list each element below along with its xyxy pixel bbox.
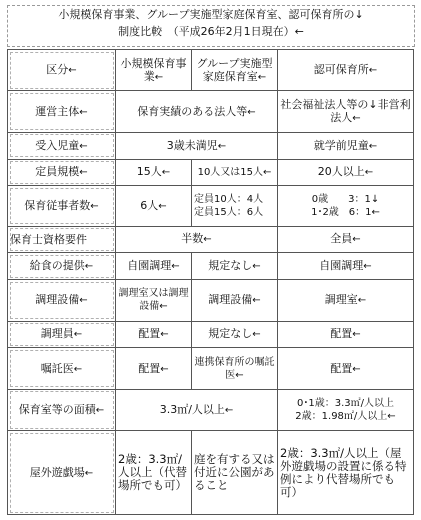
cell-meals-group: 規定なし← (192, 253, 278, 280)
cell-meals-small: 自園調理← (116, 253, 192, 280)
header-group: グループ実施型家庭保育室← (192, 50, 278, 91)
cell-outdoor-licensed: 2歳：3.3㎡/人以上（屋外遊戯場の設置に係る特例により代替場所でも可） (278, 431, 414, 515)
cell-children-licensed: 就学前児童← (278, 132, 414, 159)
row-label-outdoor: 屋外遊戯場← (8, 431, 116, 515)
row-label-operator: 運営主体← (8, 91, 116, 132)
cell-capacity-licensed: 20人以上← (278, 159, 414, 186)
cell-kitchen-small: 調理室又は調理設備← (116, 280, 192, 321)
document-page (3, 2, 417, 516)
header-small: 小規模保育事業← (116, 50, 192, 91)
row-label-kitchen: 調理設備← (8, 280, 116, 321)
cell-area-merged: 3.3㎡/人以上← (116, 389, 278, 430)
cell-outdoor-group: 庭を有する又は付近に公園があること (192, 431, 278, 515)
header-licensed: 認可保育所← (278, 50, 414, 91)
cell-doctor-licensed: 配置← (278, 348, 414, 389)
row-label-qualification: 保育士資格要件 (8, 226, 116, 253)
cell-outdoor-small: 2歳：3.3㎡/人以上（代替場所でも可） (116, 431, 192, 515)
table-row (8, 321, 414, 348)
cell-qualification-merged: 半数← (116, 226, 278, 253)
cell-capacity-group: 10人又は15人← (192, 159, 278, 186)
row-label-capacity: 定員規模← (8, 159, 116, 186)
cell-meals-licensed: 自園調理← (278, 253, 414, 280)
cell-staff-group: 定員10人：4人 定員15人：6人 (192, 186, 278, 226)
table-row (8, 348, 414, 389)
title-line-1: 小規模保育事業、グループ実施型家庭保育室、認可保育所の↓ (58, 8, 364, 21)
cell-staff-small: 6人← (116, 186, 192, 226)
table-row (8, 226, 414, 253)
cell-children-merged: 3歳未満児← (116, 132, 278, 159)
table-row (8, 253, 414, 280)
table-row (8, 91, 414, 132)
cell-staff-licensed: 0歳 3：1↓ 1･2歳 6：1← (278, 186, 414, 226)
table-row (8, 132, 414, 159)
table-row (8, 159, 414, 186)
title-line-2: 制度比較 （平成26年2月1日現在）← (118, 25, 304, 38)
cell-qualification-licensed: 全員← (278, 226, 414, 253)
cell-area-licensed: 0･1歳：3.3㎡/人以上 2歳：1.98㎡/人以上← (278, 389, 414, 430)
cell-operator-merged: 保育実績のある法人等← (116, 91, 278, 132)
cell-doctor-group: 連携保育所の嘱託医← (192, 348, 278, 389)
table-row (8, 280, 414, 321)
cell-capacity-small: 15人← (116, 159, 192, 186)
comparison-table (7, 49, 414, 515)
row-label-staff: 保育従事者数← (8, 186, 116, 226)
table-row (8, 186, 414, 226)
cell-kitchen-licensed: 調理室← (278, 280, 414, 321)
cell-cook-small: 配置← (116, 321, 192, 348)
cell-operator-licensed: 社会福祉法人等の↓非営利法人← (278, 91, 414, 132)
cell-kitchen-group: 調理設備← (192, 280, 278, 321)
cell-cook-group: 規定なし← (192, 321, 278, 348)
row-label-doctor: 嘱託医← (8, 348, 116, 389)
row-label-cook: 調理員← (8, 321, 116, 348)
document-title (7, 5, 415, 47)
cell-doctor-small: 配置← (116, 348, 192, 389)
table-row (8, 431, 414, 515)
cell-cook-licensed: 配置← (278, 321, 414, 348)
row-label-meals: 給食の提供← (8, 253, 116, 280)
row-label-area: 保育室等の面積← (8, 389, 116, 430)
table-header-row (8, 50, 414, 91)
table-row (8, 389, 414, 430)
row-label-children: 受入児童← (8, 132, 116, 159)
header-category: 区分← (8, 50, 116, 91)
